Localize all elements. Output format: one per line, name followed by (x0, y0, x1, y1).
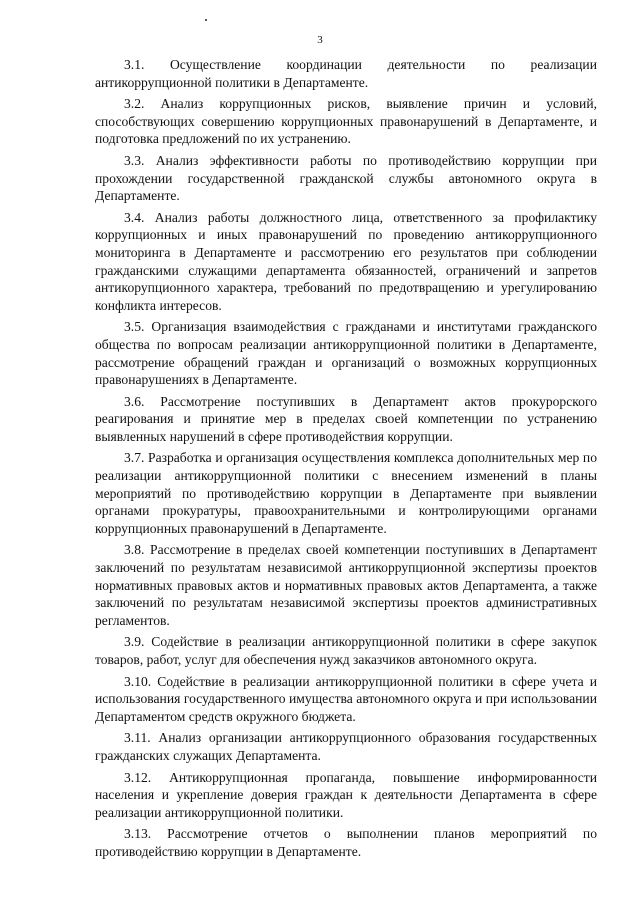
paragraph-3-13: 3.13. Рассмотрение отчетов о выполнении планов мероприятий по противодействию коррупции в Департаменте. (95, 826, 597, 859)
scan-artifact-dot (205, 19, 207, 21)
paragraph-3-2: 3.2. Анализ коррупционных рисков, выявление причин и условий, способствующих совершению коррупционных правонарушений в Департаменте, и подготовка предложений по их устранению. (95, 96, 597, 147)
paragraph-3-11: 3.11. Анализ организации антикоррупционного образования государственных гражданских служащих Департамента. (95, 730, 597, 763)
paragraph-3-4: 3.4. Анализ работы должностного лица, ответственного за профилактику коррупционных и иных правонарушений по проведению антикоррупционного мониторинга в Департаменте и рассмотрению его результатов при соблюдении гражданскими служащими департамента обязанностей, ограничений и запретов антикорупционного характера, требований по предотвращению и урегулированию конфликта интересов. (95, 209, 597, 313)
paragraph-3-8: 3.8. Рассмотрение в пределах своей компетенции поступивших в Департамент заключений по результатам независимой антикоррупционной экспертизы проектов нормативных правовых актов и нормативных правовых актов Департамента, а также заключений по результатам независимой экспертизы проектов административных регламентов. (95, 542, 597, 628)
paragraph-3-7: 3.7. Разработка и организация осуществления комплекса дополнительных мер по реализации антикоррупционной политики с внесением изменений в планы мероприятий по противодействию коррупции в Департаменте при выявлении органами прокуратуры, правоохранительными и контролирующими органами коррупционных правонарушений в Департаменте. (95, 450, 597, 536)
document-body (95, 56, 597, 865)
paragraph-3-3: 3.3. Анализ эффективности работы по противодействию коррупции при прохождении государственной гражданской службы автономного округа в Департаменте. (95, 152, 597, 204)
paragraph-3-6: 3.6. Рассмотрение поступивших в Департамент актов прокурорского реагирования и принятие мер в пределах своей компетенции по устранению выявленных нарушений в сфере противодействия коррупции. (95, 393, 597, 444)
paragraph-3-10: 3.10. Содействие в реализации антикоррупционной политики в сфере учета и использования государственного имущества автономного округа и при использовании Департаментом средств окружного бюджета. (95, 673, 597, 724)
paragraph-3-12: 3.12. Антикоррупционная пропаганда, повышение информированности населения и укрепление доверия граждан к деятельности Департамента в сфере реализации антикоррупционной политики. (95, 769, 597, 820)
paragraph-3-1: 3.1. Осуществление координации деятельности по реализации антикоррупционной политики в Департаменте. (95, 57, 597, 90)
paragraph-3-5: 3.5. Организация взаимодействия с гражданами и институтами гражданского общества по вопросам реализации антикоррупционной политики в Департаменте, рассмотрение обращений граждан и организаций о возможных коррупционных правонарушениях в Департаменте. (95, 319, 597, 388)
paragraph-3-9: 3.9. Содействие в реализации антикоррупционной политики в сфере закупок товаров, работ, услуг для обеспечения нужд заказчиков автономного округа. (95, 634, 597, 667)
page-number: 3 (317, 34, 323, 46)
